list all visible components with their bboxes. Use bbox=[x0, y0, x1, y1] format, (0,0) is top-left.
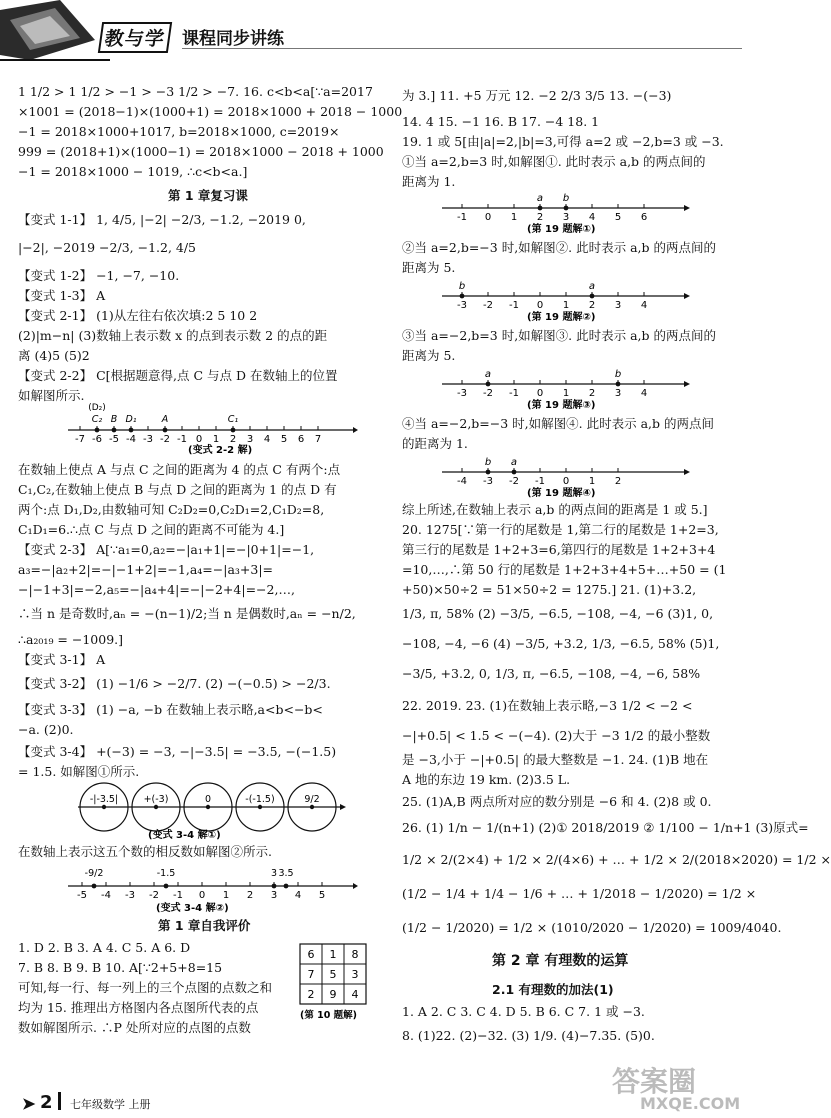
text-line: 【变式 2-2】 C[根据题意得,点 C 与点 D 在数轴上的位置 bbox=[18, 368, 338, 383]
axis-tick-label: -5 bbox=[77, 890, 87, 901]
text-line: 的距离为 1. bbox=[402, 436, 468, 451]
text-line: 14. 4 15. −1 16. B 17. −4 18. 1 bbox=[402, 114, 600, 129]
page-header bbox=[0, 0, 750, 70]
section-heading: 第 1 章复习课 bbox=[168, 188, 248, 203]
point-label: 3 bbox=[270, 868, 278, 879]
axis-tick-label: -4 bbox=[457, 476, 467, 487]
number-line-19-2 bbox=[442, 274, 692, 322]
text-line: 均为 15. 推理出方格图内各点图所代表的点 bbox=[18, 1000, 259, 1015]
text-line: −1 = 2018×1000 − 1019, ∴c<b<a.] bbox=[18, 164, 248, 179]
point-label: (D₂) bbox=[88, 403, 106, 413]
axis-tick-label: 1 bbox=[510, 212, 518, 223]
axis-tick-label: 2 bbox=[229, 434, 237, 445]
axis-tick-label: -6 bbox=[92, 434, 102, 445]
text-line: a₃=−|a₂+2|=−|−1+2|=−1,a₄=−|a₃+3|= bbox=[18, 562, 274, 577]
axis-tick-label: -3 bbox=[457, 388, 467, 399]
circle-label: -|-3.5| bbox=[89, 794, 119, 805]
point-marker bbox=[231, 428, 236, 433]
text-line: 在数轴上使点 A 与点 C 之间的距离为 4 的点 C 有两个:点 bbox=[18, 462, 341, 477]
axis-tick-label: 0 bbox=[198, 890, 206, 901]
text-line: 7. B 8. B 9. B 10. A[∵2+5+8=15 bbox=[18, 960, 223, 975]
axis-tick-label: -2 bbox=[149, 890, 159, 901]
text-line: −3/5, +3.2, 0, 1/3, π, −6.5, −108, −4, −6, 58% bbox=[402, 666, 701, 681]
text-line: 【变式 2-3】 A[∵a₁=0,a₂=−|a₁+1|=−|0+1|=−1, bbox=[18, 542, 315, 557]
axis-tick-label: -1 bbox=[177, 434, 187, 445]
text-line: 距离为 5. bbox=[402, 260, 456, 275]
caption-19-3: (第 19 题解③) bbox=[527, 400, 596, 411]
grid-cell-value: 8 bbox=[351, 948, 359, 961]
text-line: ∴a₂₀₁₉ = −1009.] bbox=[18, 632, 124, 647]
axis-tick-label: -1 bbox=[173, 890, 183, 901]
axis-tick-label: 2 bbox=[588, 388, 596, 399]
point-marker bbox=[310, 805, 314, 809]
text-line: −108, −4, −6 (4) −3/5, +3.2, 1/3, −6.5, 58% (5)1, bbox=[402, 636, 720, 651]
axis-tick-label: -2 bbox=[509, 476, 519, 487]
text-line: (2)|m−n| (3)数轴上表示数 x 的点到表示数 2 的点的距 bbox=[18, 328, 328, 343]
footer-divider bbox=[58, 1092, 61, 1110]
text-line: 离 (4)5 (5)2 bbox=[18, 348, 90, 363]
axis-tick-label: 7 bbox=[314, 434, 322, 445]
point-label: -9/2 bbox=[84, 868, 104, 879]
axis-tick-label: 0 bbox=[484, 212, 492, 223]
axis-tick-label: 2 bbox=[536, 212, 544, 223]
text-line: (1/2 − 1/2020) = 1/2 × (1010/2020 − 1/2020) = 1009/4040. bbox=[402, 920, 782, 935]
axis-tick-label: 1 bbox=[562, 388, 570, 399]
header-title: 课程同步讲练 bbox=[182, 29, 284, 49]
header-figure-illustration bbox=[0, 0, 110, 72]
point-label: a bbox=[510, 457, 518, 468]
point-marker bbox=[460, 294, 465, 299]
text-line: A 地的东边 19 km. (2)3.5 L. bbox=[402, 772, 571, 787]
axis-tick-label: 3 bbox=[614, 388, 622, 399]
grid-cell-value: 1 bbox=[329, 948, 337, 961]
point-marker bbox=[616, 382, 621, 387]
text-line: −|−1+3|=−2,a₅=−|a₄+4|=−|−2+4|=−2,…, bbox=[18, 582, 295, 597]
point-label: 3.5 bbox=[278, 868, 294, 879]
point-marker bbox=[95, 428, 100, 433]
axis-tick-label: 6 bbox=[640, 212, 648, 223]
text-line: (1/2 − 1/4 + 1/4 − 1/6 + … + 1/2018 − 1/2020) = 1/2 × bbox=[402, 886, 757, 901]
point-marker bbox=[284, 884, 289, 889]
caption-19-4: (第 19 题解④) bbox=[527, 488, 596, 499]
text-line: 是 −3,小于 −|+0.5| 的最大整数是 −1. 24. (1)B 地在 bbox=[402, 752, 709, 767]
point-label: b bbox=[458, 281, 466, 292]
axis-tick-label: 0 bbox=[536, 388, 544, 399]
text-line: ④当 a=−2,b=−3 时,如解图④. 此时表示 a,b 的两点间 bbox=[402, 416, 714, 431]
section-heading: 第 1 章自我评价 bbox=[158, 918, 251, 933]
book-label: 七年级数学 上册 bbox=[70, 1098, 151, 1111]
point-label: a bbox=[484, 369, 492, 380]
caption-19-1: (第 19 题解①) bbox=[527, 224, 596, 235]
axis-tick-label: -3 bbox=[483, 476, 493, 487]
axis-tick-label: -2 bbox=[483, 300, 493, 311]
point-marker bbox=[258, 805, 262, 809]
axis-tick-label: 3 bbox=[614, 300, 622, 311]
arrow-icon: ➤ bbox=[22, 1094, 36, 1113]
axis-tick-label: 0 bbox=[562, 476, 570, 487]
axis-tick-label: 0 bbox=[195, 434, 203, 445]
grid-cell-value: 7 bbox=[307, 968, 315, 981]
text-line: 距离为 1. bbox=[402, 174, 456, 189]
grid-cell-value: 6 bbox=[307, 948, 315, 961]
text-line: C₁,C₂,在数轴上使点 B 与点 D 之间的距离为 1 的点 D 有 bbox=[18, 482, 337, 497]
chapter-heading: 第 2 章 有理数的运算 bbox=[492, 953, 629, 969]
text-line: 【变式 3-1】 A bbox=[18, 652, 106, 667]
axis-tick-label: -3 bbox=[125, 890, 135, 901]
caption-10: (第 10 题解) bbox=[300, 1010, 358, 1021]
point-label: b bbox=[484, 457, 492, 468]
axis-tick-label: 5 bbox=[318, 890, 326, 901]
axis-tick-label: -7 bbox=[75, 434, 85, 445]
point-label: C₂ bbox=[91, 414, 103, 425]
axis-tick-label: 6 bbox=[297, 434, 305, 445]
axis-tick-label: -2 bbox=[160, 434, 170, 445]
axis-tick-label: 4 bbox=[294, 890, 302, 901]
text-line: 距离为 5. bbox=[402, 348, 456, 363]
text-line: 19. 1 或 5[由|a|=2,|b|=3,可得 a=2 或 −2,b=3 或 −3. bbox=[402, 134, 724, 149]
grid-cell-value: 3 bbox=[351, 968, 359, 981]
point-marker bbox=[102, 805, 106, 809]
text-line: 【变式 3-2】 (1) −1/6 > −2/7. (2) −(−0.5) > −2/3. bbox=[18, 676, 331, 691]
axis-tick-label: -1 bbox=[509, 388, 519, 399]
axis-tick-label: 3 bbox=[562, 212, 570, 223]
axis-tick-label: 2 bbox=[588, 300, 596, 311]
text-line: 【变式 1-3】 A bbox=[18, 288, 106, 303]
grid-cell-value: 9 bbox=[329, 988, 337, 1001]
text-line: 20. 1275[∵第一行的尾数是 1,第二行的尾数是 1+2=3, bbox=[402, 522, 719, 537]
point-marker bbox=[163, 428, 168, 433]
point-marker bbox=[154, 805, 158, 809]
axis-tick-label: 1 bbox=[222, 890, 230, 901]
text-line: 25. (1)A,B 两点所对应的数分别是 −6 和 4. (2)8 或 0. bbox=[402, 794, 712, 809]
point-label: a bbox=[536, 193, 544, 204]
circle-label: +(-3) bbox=[143, 794, 169, 805]
axis-tick-label: 5 bbox=[280, 434, 288, 445]
axis-tick-label: -4 bbox=[101, 890, 111, 901]
axis-tick-label: -3 bbox=[457, 300, 467, 311]
point-label: a bbox=[588, 281, 596, 292]
axis-tick-label: -2 bbox=[483, 388, 493, 399]
point-label: D₁ bbox=[125, 414, 137, 425]
point-marker bbox=[486, 382, 491, 387]
number-line-19-4 bbox=[442, 450, 692, 498]
text-line: 26. (1) 1/n − 1/(n+1) (2)① 2018/2019 ② 1/100 − 1/n+1 (3)原式= bbox=[402, 820, 809, 835]
text-line: 1. A 2. C 3. C 4. D 5. B 6. C 7. 1 或 −3. bbox=[402, 1004, 645, 1019]
text-line: 1 1/2 > 1 1/2 > −1 > −3 1/2 > −7. 16. c<b<a[∵a=2017 bbox=[18, 84, 373, 99]
grid-cell-value: 5 bbox=[329, 968, 337, 981]
text-line: 两个:点 D₁,D₂,由数轴可知 C₂D₂=0,C₂D₁=2,C₁D₂=8, bbox=[18, 502, 325, 517]
text-line: 如解图所示. bbox=[18, 388, 85, 403]
circle-label: -(-1.5) bbox=[245, 794, 275, 805]
point-marker bbox=[92, 884, 97, 889]
caption-2-2: (变式 2-2 解) bbox=[188, 445, 253, 456]
text-line: C₁D₁=6.∴点 C 与点 D 之间的距离不可能为 4.] bbox=[18, 522, 285, 537]
axis-tick-label: -3 bbox=[143, 434, 153, 445]
point-label: -1.5 bbox=[156, 868, 176, 879]
text-line: 8. (1)22. (2)−32. (3) 1/9. (4)−7.35. (5)0. bbox=[402, 1028, 655, 1043]
point-marker bbox=[590, 294, 595, 299]
page-number: 2 bbox=[40, 1092, 53, 1113]
text-line: ∴当 n 是奇数时,aₙ = −(n−1)/2;当 n 是偶数时,aₙ = −n/2, bbox=[18, 606, 356, 621]
axis-tick-label: 4 bbox=[640, 300, 648, 311]
axis-tick-label: 2 bbox=[246, 890, 254, 901]
axis-tick-label: -5 bbox=[109, 434, 119, 445]
watermark-logo: 答案圈 bbox=[612, 1065, 697, 1098]
circle-label: 0 bbox=[204, 794, 212, 805]
point-label: A bbox=[161, 414, 169, 425]
text-line: 为 3.] 11. +5 万元 12. −2 2/3 3/5 13. −(−3) bbox=[402, 88, 672, 103]
text-line: 1/3, π, 58% (2) −3/5, −6.5, −108, −4, −6 (3)1, 0, bbox=[402, 606, 714, 621]
text-line: |−2|, −2019 −2/3, −1.2, 4/5 bbox=[18, 240, 197, 255]
magic-square-figure bbox=[298, 944, 370, 1022]
circle-label: 9/2 bbox=[304, 794, 320, 805]
point-marker bbox=[564, 206, 569, 211]
axis-tick-label: -1 bbox=[457, 212, 467, 223]
text-line: −a. (2)0. bbox=[18, 722, 74, 737]
caption-3-4-2: (变式 3-4 解②) bbox=[156, 903, 229, 914]
text-line: ②当 a=2,b=−3 时,如解图②. 此时表示 a,b 的两点间的 bbox=[402, 240, 716, 255]
number-line-3-4-2 bbox=[68, 858, 358, 914]
text-line: −|+0.5| < 1.5 < −(−4). (2)大于 −3 1/2 的最小整数 bbox=[402, 728, 711, 743]
brand-logo: 教与学 bbox=[100, 22, 173, 53]
text-line: ×1001 = (2018−1)×(1000+1) = 2018×1000 + 2018 − 1000 bbox=[18, 104, 403, 119]
axis-tick-label: -1 bbox=[509, 300, 519, 311]
text-line: 【变式 1-2】 −1, −7, −10. bbox=[18, 268, 180, 283]
axis-tick-label: 4 bbox=[263, 434, 271, 445]
text-line: ③当 a=−2,b=3 时,如解图③. 此时表示 a,b 的两点间的 bbox=[402, 328, 716, 343]
axis-tick-label: 1 bbox=[588, 476, 596, 487]
text-line: 第三行的尾数是 1+2+3=6,第四行的尾数是 1+2+3+4 bbox=[402, 542, 716, 557]
number-line-19-3 bbox=[442, 362, 692, 410]
caption-19-2: (第 19 题解②) bbox=[527, 312, 596, 323]
text-line: 可知,每一行、每一列上的三个点图的点数之和 bbox=[18, 980, 272, 995]
text-line: 22. 2019. 23. (1)在数轴上表示略,−3 1/2 < −2 < bbox=[402, 698, 693, 713]
axis-tick-label: -4 bbox=[126, 434, 136, 445]
point-label: b bbox=[614, 369, 622, 380]
point-marker bbox=[272, 884, 277, 889]
number-line-2-2 bbox=[68, 402, 358, 456]
text-line: = 1.5. 如解图①所示. bbox=[18, 764, 140, 779]
point-label: B bbox=[110, 414, 118, 425]
point-marker bbox=[112, 428, 117, 433]
text-line: =10,…,∴第 50 行的尾数是 1+2+3+4+5+…+50 = (1 bbox=[402, 562, 727, 577]
text-line: 在数轴上表示这五个数的相反数如解图②所示. bbox=[18, 844, 272, 859]
text-line: 999 = (2018+1)×(1000−1) = 2018×1000 − 2018 + 1000 bbox=[18, 144, 384, 159]
grid-cell-value: 4 bbox=[351, 988, 359, 1001]
grid-cell-value: 2 bbox=[307, 988, 315, 1001]
text-line: 数如解图所示. ∴P 处所对应的点图的点数 bbox=[18, 1020, 251, 1035]
text-line: 1. D 2. B 3. A 4. C 5. A 6. D bbox=[18, 940, 191, 955]
point-marker bbox=[512, 470, 517, 475]
text-line: 【变式 3-3】 (1) −a, −b 在数轴上表示略,a<b<−b< bbox=[18, 702, 323, 717]
circles-diagram-3-4 bbox=[78, 780, 348, 842]
text-line: 【变式 2-1】 (1)从左往右依次填:2 5 10 2 bbox=[18, 308, 258, 323]
axis-tick-label: 2 bbox=[614, 476, 622, 487]
axis-tick-label: 1 bbox=[562, 300, 570, 311]
point-marker bbox=[129, 428, 134, 433]
text-line: ①当 a=2,b=3 时,如解图①. 此时表示 a,b 的两点间的 bbox=[402, 154, 706, 169]
axis-tick-label: 3 bbox=[246, 434, 254, 445]
point-marker bbox=[164, 884, 169, 889]
caption-3-4-1: (变式 3-4 解①) bbox=[148, 830, 221, 841]
point-marker bbox=[486, 470, 491, 475]
point-label: C₁ bbox=[227, 414, 239, 425]
axis-tick-label: 4 bbox=[640, 388, 648, 399]
point-marker bbox=[206, 805, 210, 809]
text-line: 【变式 1-1】 1, 4/5, |−2| −2/3, −1.2, −2019 0, bbox=[18, 212, 306, 227]
text-line: 【变式 3-4】 +(−3) = −3, −|−3.5| = −3.5, −(−1.5) bbox=[18, 744, 337, 759]
axis-tick-label: 5 bbox=[614, 212, 622, 223]
point-label: b bbox=[562, 193, 570, 204]
axis-tick-label: 4 bbox=[588, 212, 596, 223]
watermark-url: MXQE.COM bbox=[640, 1094, 741, 1113]
number-line-19-1 bbox=[442, 186, 692, 234]
point-marker bbox=[538, 206, 543, 211]
text-line: 1/2 × 2/(2×4) + 1/2 × 2/(4×6) + … + 1/2 × 2/(2018×2020) = 1/2 × bbox=[402, 852, 831, 867]
text-line: −1 = 2018×1000+1017, b=2018×1000, c=2019× bbox=[18, 124, 340, 139]
axis-tick-label: -1 bbox=[535, 476, 545, 487]
header-divider bbox=[182, 48, 742, 49]
axis-tick-label: 3 bbox=[270, 890, 278, 901]
axis-tick-label: 1 bbox=[212, 434, 220, 445]
section-heading: 2.1 有理数的加法(1) bbox=[492, 982, 614, 997]
text-line: +50)×50÷2 = 51×50÷2 = 1275.] 21. (1)+3.2, bbox=[402, 582, 697, 597]
text-line: 综上所述,在数轴上表示 a,b 的两点间的距离是 1 或 5.] bbox=[402, 502, 708, 517]
axis-tick-label: 0 bbox=[536, 300, 544, 311]
